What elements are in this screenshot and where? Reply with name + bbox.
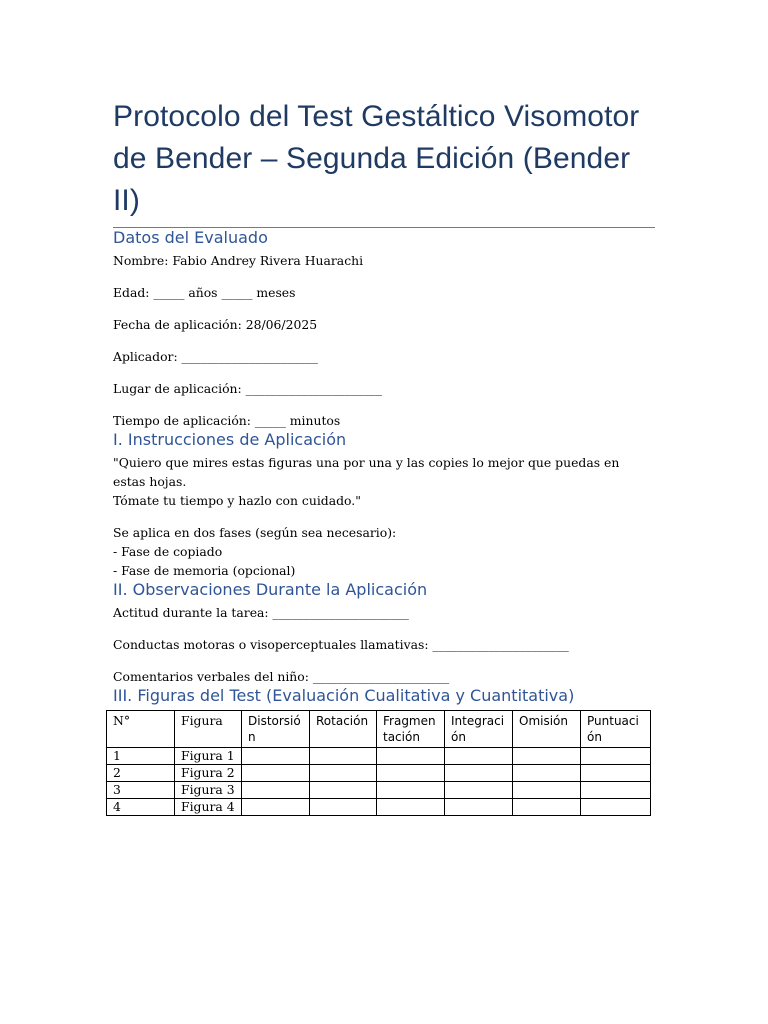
cell-omision[interactable] <box>513 748 581 765</box>
cell-rotacion[interactable] <box>310 782 377 799</box>
cell-integracion[interactable] <box>445 748 513 765</box>
field-aplicador: Aplicador: ______________________ <box>113 349 318 364</box>
field-conductas: Conductas motoras o visoperceptuales llamativas: ______________________ <box>113 637 569 652</box>
table-row <box>107 765 651 782</box>
section-heading-instrucciones: I. Instrucciones de Aplicación <box>113 430 347 449</box>
field-edad: Edad: _____ años _____ meses <box>113 285 296 300</box>
table-row <box>107 748 651 765</box>
cell-integracion[interactable] <box>445 765 513 782</box>
fase-memoria: - Fase de memoria (opcional) <box>113 563 296 578</box>
instruction-quote-line1: "Quiero que mires estas figuras una por una y las copies lo mejor que puedas en estas hojas. <box>113 455 620 489</box>
column-header-fragmentacion: Fragmentación <box>377 711 445 748</box>
section-heading-figuras: III. Figuras del Test (Evaluación Cualitativa y Cuantitativa) <box>113 686 575 705</box>
cell-puntuacion[interactable] <box>581 782 651 799</box>
document-title: Protocolo del Test Gestáltico Visomotor de Bender – Segunda Edición (Bender II) <box>113 100 640 217</box>
instruction-quote-line2: Tómate tu tiempo y hazlo con cuidado." <box>113 493 361 508</box>
cell-omision[interactable] <box>513 765 581 782</box>
document-page <box>113 96 655 816</box>
field-nombre: Nombre: Fabio Andrey Rivera Huarachi <box>113 253 364 268</box>
cell-distorsion[interactable] <box>242 799 310 816</box>
section-figuras <box>113 686 655 816</box>
cell-distorsion[interactable] <box>242 782 310 799</box>
cell-figura: Figura 1 <box>175 748 242 765</box>
section-datos-evaluado <box>113 228 655 430</box>
cell-fragmentacion[interactable] <box>377 765 445 782</box>
section-heading-datos: Datos del Evaluado <box>113 228 268 247</box>
cell-distorsion[interactable] <box>242 765 310 782</box>
table-header-row <box>107 711 651 748</box>
cell-rotacion[interactable] <box>310 765 377 782</box>
cell-integracion[interactable] <box>445 782 513 799</box>
column-header-omision: Omisión <box>513 711 581 748</box>
cell-numero: 4 <box>107 799 175 816</box>
cell-distorsion[interactable] <box>242 748 310 765</box>
field-fecha: Fecha de aplicación: 28/06/2025 <box>113 317 318 332</box>
figuras-table <box>106 710 651 816</box>
cell-rotacion[interactable] <box>310 799 377 816</box>
cell-numero: 3 <box>107 782 175 799</box>
cell-integracion[interactable] <box>445 799 513 816</box>
section-instrucciones <box>113 430 655 580</box>
section-observaciones <box>113 580 655 686</box>
fases-intro: Se aplica en dos fases (según sea necesario): <box>113 525 397 540</box>
cell-fragmentacion[interactable] <box>377 799 445 816</box>
cell-figura: Figura 2 <box>175 765 242 782</box>
cell-fragmentacion[interactable] <box>377 782 445 799</box>
cell-rotacion[interactable] <box>310 748 377 765</box>
column-header-figura: Figura <box>175 711 242 748</box>
cell-puntuacion[interactable] <box>581 748 651 765</box>
column-header-numero: N° <box>107 711 175 748</box>
section-heading-observaciones: II. Observaciones Durante la Aplicación <box>113 580 428 599</box>
cell-figura: Figura 3 <box>175 782 242 799</box>
column-header-distorsion: Distorsión <box>242 711 310 748</box>
cell-omision[interactable] <box>513 799 581 816</box>
column-header-integracion: Integración <box>445 711 513 748</box>
field-lugar: Lugar de aplicación: ______________________ <box>113 381 382 396</box>
field-comentarios: Comentarios verbales del niño: ______________________ <box>113 669 450 684</box>
field-tiempo: Tiempo de aplicación: _____ minutos <box>113 413 341 428</box>
cell-puntuacion[interactable] <box>581 765 651 782</box>
table-row <box>107 799 651 816</box>
fase-copiado: - Fase de copiado <box>113 544 223 559</box>
cell-fragmentacion[interactable] <box>377 748 445 765</box>
field-actitud: Actitud durante la tarea: ______________________ <box>113 605 409 620</box>
cell-numero: 2 <box>107 765 175 782</box>
table-row <box>107 782 651 799</box>
cell-omision[interactable] <box>513 782 581 799</box>
cell-puntuacion[interactable] <box>581 799 651 816</box>
cell-numero: 1 <box>107 748 175 765</box>
column-header-rotacion: Rotación <box>310 711 377 748</box>
column-header-puntuacion: Puntuación <box>581 711 651 748</box>
cell-figura: Figura 4 <box>175 799 242 816</box>
